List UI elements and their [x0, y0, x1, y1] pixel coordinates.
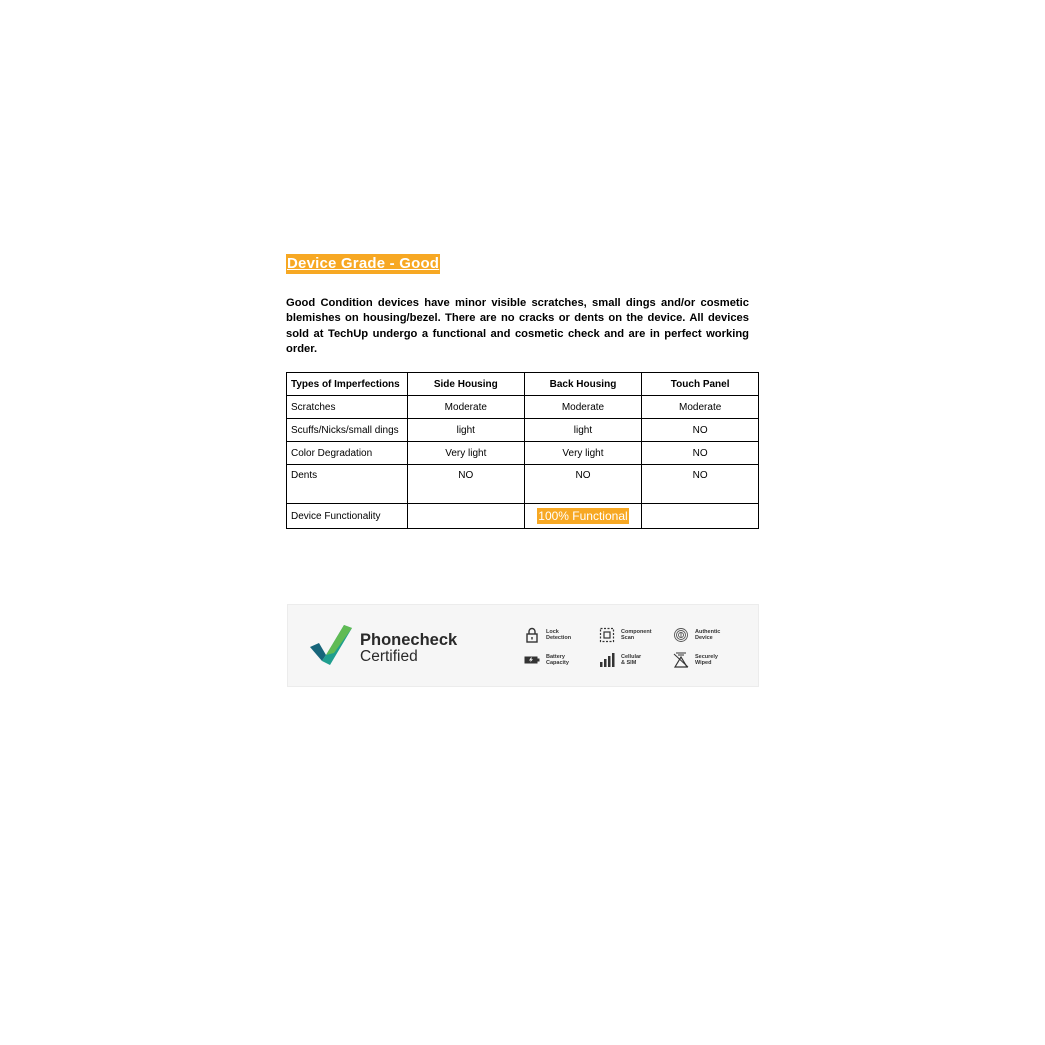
row-label: Scuffs/Nicks/small dings — [287, 419, 408, 442]
feature-authentic-device — [673, 627, 731, 643]
side-housing-value: light — [407, 419, 524, 442]
feature-label-line1: Lock — [546, 629, 559, 635]
header-types-of-imperfections: Types of Imperfections — [287, 373, 408, 396]
feature-label-line2: Detection — [546, 635, 572, 641]
badge-certified-text: Certified — [360, 648, 418, 665]
badge-brand-name: Phonecheck — [360, 631, 458, 649]
feature-battery-capacity — [524, 652, 582, 668]
feature-label-line2: Device — [695, 635, 713, 641]
lock-icon — [524, 627, 540, 643]
touch-panel-value: NO — [642, 442, 759, 465]
touch-panel-value: NO — [642, 419, 759, 442]
table-row — [287, 419, 759, 442]
header-touch-panel: Touch Panel — [642, 373, 759, 396]
touch-panel-value: Moderate — [642, 396, 759, 419]
phonecheck-certified-badge — [287, 604, 759, 687]
feature-label-line1: Cellular — [621, 654, 642, 660]
feature-component-scan — [599, 627, 657, 643]
feature-label-line1: Component — [621, 629, 652, 635]
table-header-row — [287, 373, 759, 396]
feature-label-line1: Battery — [546, 654, 565, 660]
back-housing-value: Very light — [524, 442, 642, 465]
fingerprint-icon — [673, 627, 689, 643]
row-label: Color Degradation — [287, 442, 408, 465]
functionality-cell — [524, 504, 642, 529]
empty-cell — [407, 504, 524, 529]
row-label: Scratches — [287, 396, 408, 419]
feature-label-line2: Capacity — [546, 660, 569, 666]
feature-cellular-sim — [599, 652, 657, 668]
scan-icon — [599, 627, 615, 643]
checkmark-logo-icon — [310, 625, 352, 665]
empty-cell — [642, 504, 759, 529]
functionality-value: 100% Functional — [538, 509, 628, 523]
device-grade-title: Device Grade - Good — [287, 255, 440, 272]
header-back-housing: Back Housing — [524, 373, 642, 396]
functionality-row — [287, 504, 759, 529]
table-row — [287, 465, 759, 504]
wipe-icon — [673, 652, 689, 668]
feature-label-line1: Securely — [695, 654, 718, 660]
feature-label-line2: Scan — [621, 635, 635, 641]
back-housing-value: Moderate — [524, 396, 642, 419]
imperfections-table — [286, 372, 759, 529]
battery-icon — [524, 652, 540, 668]
signal-icon — [599, 652, 615, 668]
feature-lock-detection — [524, 627, 582, 643]
functionality-label: Device Functionality — [287, 504, 408, 529]
feature-label-line2: Wiped — [695, 660, 712, 666]
touch-panel-value: NO — [642, 465, 759, 504]
grade-description: Good Condition devices have minor visible scratches, small dings and/or cosmetic blemishes on housing/bezel. There are no cracks or dents on the device. All devices sold at TechUp undergo a functional and cosmetic check and are in perfect working order. — [286, 297, 749, 356]
feature-label-line1: Authentic — [695, 629, 721, 635]
back-housing-value: NO — [524, 465, 642, 504]
side-housing-value: NO — [407, 465, 524, 504]
side-housing-value: Moderate — [407, 396, 524, 419]
row-label: Dents — [287, 465, 408, 504]
back-housing-value: light — [524, 419, 642, 442]
table-row — [287, 396, 759, 419]
feature-securely-wiped — [673, 652, 731, 668]
table-row — [287, 442, 759, 465]
side-housing-value: Very light — [407, 442, 524, 465]
header-side-housing: Side Housing — [407, 373, 524, 396]
feature-label-line2: & SIM — [621, 660, 637, 666]
